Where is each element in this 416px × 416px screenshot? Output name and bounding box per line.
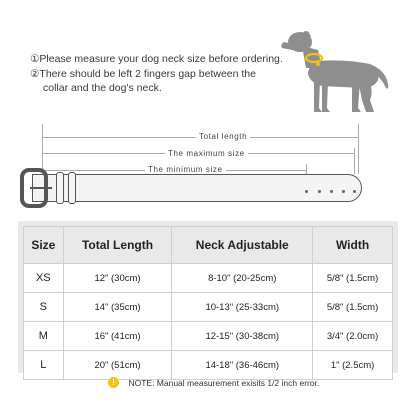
left-guide — [42, 124, 43, 174]
header-total-length: Total Length — [63, 227, 172, 264]
cell-total-length: 16" (41cm) — [63, 322, 172, 351]
cell-neck-adjustable: 8-10" (20-25cm) — [172, 264, 313, 293]
cell-neck-adjustable: 12-15" (30-38cm) — [172, 322, 313, 351]
table-row — [24, 322, 393, 351]
minimum-size-label: The minimum size — [145, 165, 226, 174]
collar-strap — [32, 174, 362, 202]
instruction-line-2: ②There should be left 2 fingers gap between the — [30, 68, 256, 80]
note-text: NOTE: Manual measurement exisits 1/2 inch error. — [128, 377, 320, 388]
instruction-line-1: ①Please measure your dog neck size before ordering. — [30, 53, 283, 65]
cell-width: 3/4" (2.0cm) — [313, 322, 393, 351]
collar-hole — [330, 190, 333, 193]
header-size: Size — [24, 227, 64, 264]
cell-neck-adjustable: 10-13" (25-33cm) — [172, 293, 313, 322]
cell-size: M — [24, 322, 64, 351]
cell-total-length: 20" (51cm) — [63, 351, 172, 380]
collar-hole — [318, 190, 321, 193]
header-width: Width — [313, 227, 393, 264]
collar-hole — [305, 190, 308, 193]
maximum-size-label: The maximum size — [165, 149, 248, 158]
maximum-right-guide — [354, 148, 355, 174]
cell-width: 5/8" (1.5cm) — [313, 293, 393, 322]
buckle-pin — [30, 187, 52, 189]
header-neck-adjustable: Neck Adjustable — [172, 227, 313, 264]
cell-size: S — [24, 293, 64, 322]
collar-hole — [353, 190, 356, 193]
cell-neck-adjustable: 14-18" (36-46cm) — [172, 351, 313, 380]
cell-width: 1" (2.5cm) — [313, 351, 393, 380]
warning-icon: ! — [108, 377, 119, 388]
collar-hole — [342, 190, 345, 193]
measurement-note — [108, 374, 319, 388]
size-table — [23, 226, 393, 380]
cell-width: 5/8" (1.5cm) — [313, 264, 393, 293]
cell-total-length: 12" (30cm) — [63, 264, 172, 293]
table-row — [24, 264, 393, 293]
total-length-label: Total length — [196, 132, 250, 141]
collar-keeper-2 — [68, 172, 76, 204]
cell-size: L — [24, 351, 64, 380]
collar-keeper-1 — [56, 172, 64, 204]
cell-size: XS — [24, 264, 64, 293]
instruction-line-3: collar and the dog's neck. — [43, 82, 162, 94]
table-header-row — [24, 227, 393, 264]
cell-total-length: 14" (35cm) — [63, 293, 172, 322]
table-row — [24, 293, 393, 322]
total-right-guide — [358, 124, 359, 174]
dog-illustration — [278, 20, 396, 120]
